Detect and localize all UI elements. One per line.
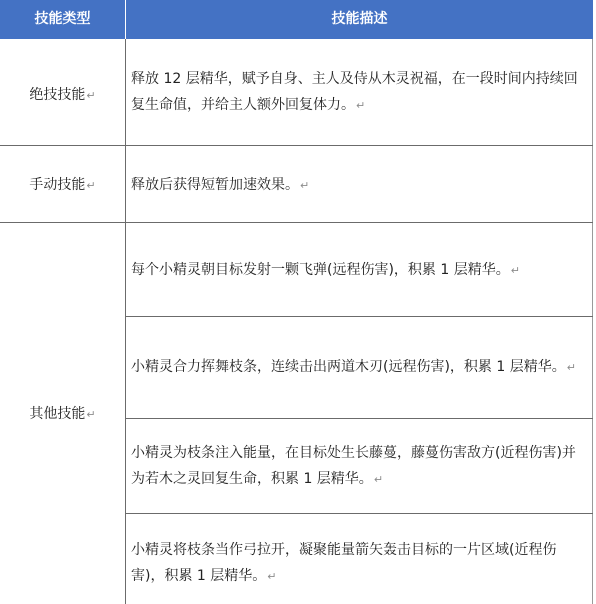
table-header bbox=[0, 0, 593, 39]
skill-type-label: 手动技能 bbox=[29, 177, 86, 193]
skill-description-text: 释放 12 层精华，赋予自身、主人及侍从木灵祝福，在一段时间内持续回复生命值，并给主人额外回复体力。 bbox=[131, 71, 578, 113]
sub-row-divider bbox=[125, 418, 593, 419]
skill-description-text: 小精灵为枝条注入能量，在目标处生长藤蔓，藤蔓伤害敌方(近程伤害)并为若木之灵回复生命，积累 1 层精华。 bbox=[131, 445, 576, 487]
other-skill-description bbox=[131, 537, 583, 590]
skill-description-ultimate bbox=[131, 66, 583, 119]
table-right-border bbox=[592, 39, 593, 604]
skill-type-ultimate bbox=[0, 82, 125, 109]
row-divider bbox=[0, 222, 593, 223]
row-divider bbox=[0, 145, 593, 146]
paragraph-mark: ↵ bbox=[566, 361, 576, 374]
header-skill-description: 技能描述 bbox=[331, 11, 388, 27]
skill-description-text: 每个小精灵朝目标发射一颗飞弹(远程伤害)，积累 1 层精华。 bbox=[131, 262, 510, 278]
other-skill-description bbox=[131, 354, 583, 381]
paragraph-mark: ↵ bbox=[510, 264, 520, 277]
paragraph-mark: ↵ bbox=[86, 179, 96, 192]
sub-row-divider bbox=[125, 513, 593, 514]
other-skill-description bbox=[131, 257, 583, 284]
column-divider bbox=[125, 39, 126, 604]
skill-description-text: 小精灵合力挥舞枝条，连续击出两道木刃(远程伤害)，积累 1 层精华。 bbox=[131, 359, 566, 375]
paragraph-mark: ↵ bbox=[300, 179, 310, 192]
skill-description-text: 释放后获得短暂加速效果。 bbox=[131, 177, 299, 193]
paragraph-mark: ↵ bbox=[86, 89, 96, 102]
skill-type-manual bbox=[0, 172, 125, 199]
paragraph-mark: ↵ bbox=[267, 570, 277, 583]
other-skill-description bbox=[131, 440, 583, 493]
header-skill-type: 技能类型 bbox=[34, 11, 91, 27]
skill-type-other bbox=[0, 401, 125, 428]
skill-type-label: 其他技能 bbox=[29, 406, 86, 422]
paragraph-mark: ↵ bbox=[373, 473, 384, 486]
skill-description-manual bbox=[131, 172, 583, 199]
skill-type-label: 绝技技能 bbox=[29, 87, 86, 103]
paragraph-mark: ↵ bbox=[356, 99, 366, 112]
sub-row-divider bbox=[125, 316, 593, 317]
skill-description-text: 小精灵将枝条当作弓拉开，凝聚能量箭矢轰击目标的一片区域(近程伤害)，积累 1 层精华。 bbox=[131, 542, 557, 584]
paragraph-mark: ↵ bbox=[86, 408, 96, 421]
